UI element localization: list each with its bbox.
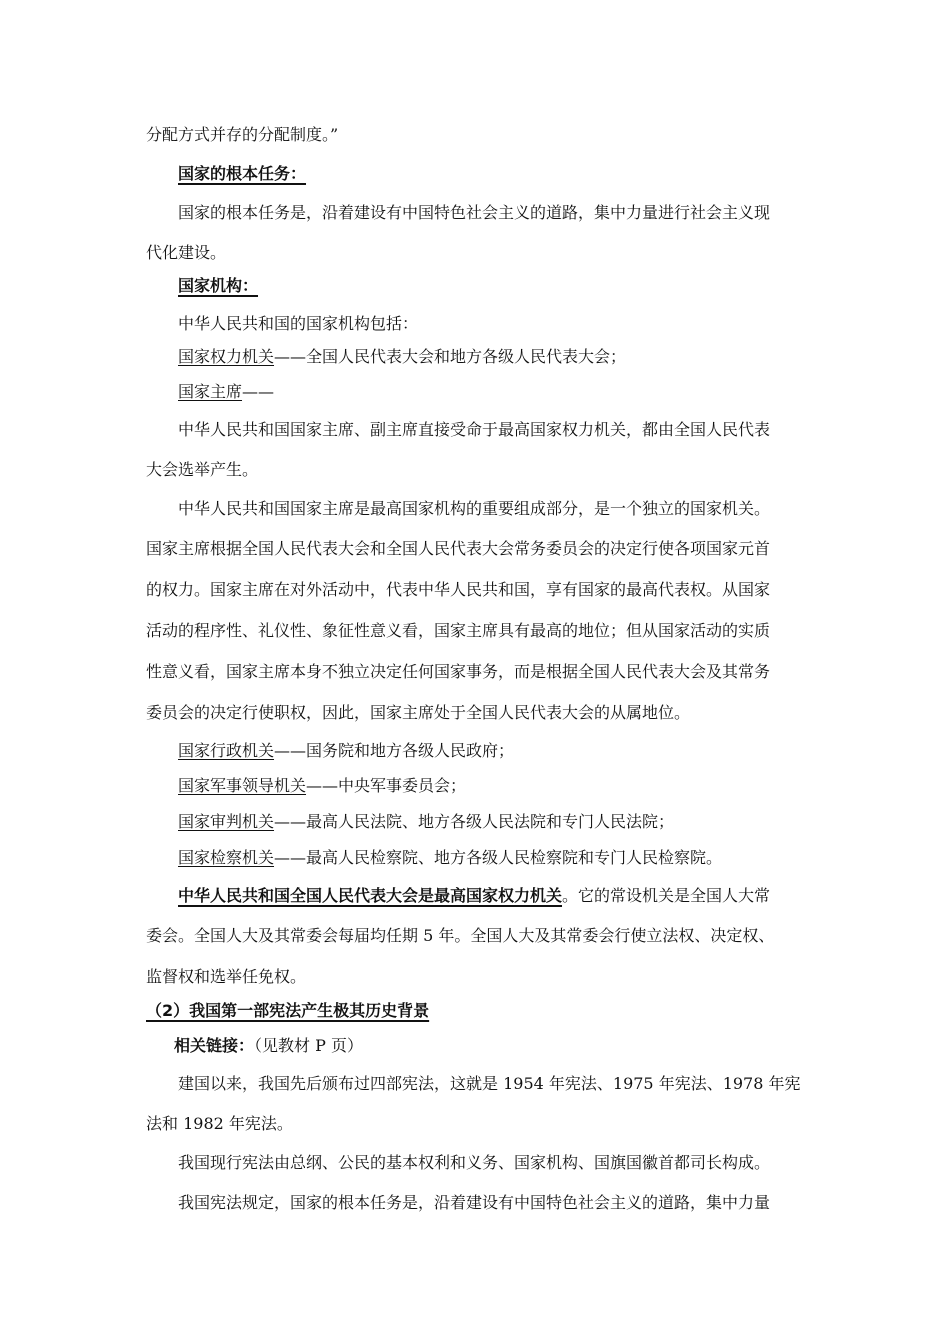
text-line: 中华人民共和国国家主席是最高国家机构的重要组成部分，是一个独立的国家机关。: [178, 499, 771, 518]
text-line: 国家的根本任务是，沿着建设有中国特色社会主义的道路，集中力量进行社会主义现: [178, 203, 771, 222]
text-line: 建国以来，我国先后颁布过四部宪法，这就是 1954 年宪法、1975 年宪法、1978 年宪: [178, 1074, 801, 1093]
text-line: 监督权和选举任免权。: [146, 967, 307, 986]
related-link-ref: （见教材 P 页）: [254, 1036, 363, 1055]
emphasis-text: 中华人民共和国全国人民代表大会是最高国家权力机关: [178, 886, 563, 905]
related-link-label: 相关链接：: [174, 1036, 255, 1055]
related-link-line: [174, 1036, 363, 1056]
organ-description: ——最高人民法院、地方各级人民法院和专门人民法院；: [274, 812, 675, 831]
organ-item: [178, 812, 674, 832]
text-span: 。它的常设机关是全国人大常: [562, 886, 771, 905]
organ-description: ——国务院和地方各级人民政府；: [274, 741, 515, 760]
section-heading: 国家的根本任务：: [178, 164, 307, 183]
text-line: 的权力。国家主席在对外活动中，代表中华人民共和国，享有国家的最高代表权。从国家: [146, 580, 771, 599]
organ-term: 国家军事领导机关: [178, 776, 307, 795]
organ-item: [178, 741, 514, 761]
organ-description: ——: [242, 382, 275, 401]
text-line: 大会选举产生。: [146, 460, 259, 479]
text-line: 代化建设。: [146, 243, 227, 262]
organ-item: [178, 776, 466, 796]
section-heading: 国家机构：: [178, 276, 259, 295]
text-line: 性意义看，国家主席本身不独立决定任何国家事务，而是根据全国人民代表大会及其常务: [146, 662, 771, 681]
organ-description: ——中央军事委员会；: [306, 776, 467, 795]
text-line: 法和 1982 年宪法。: [146, 1114, 293, 1133]
organ-term: 国家检察机关: [178, 848, 275, 867]
text-line: 分配方式并存的分配制度。”: [146, 125, 339, 144]
text-line: 我国宪法规定，国家的根本任务是，沿着建设有中国特色社会主义的道路，集中力量: [178, 1193, 771, 1212]
organ-description: ——最高人民检察院、地方各级人民检察院和专门人民检察院。: [274, 848, 723, 867]
organ-description: ——全国人民代表大会和地方各级人民代表大会；: [274, 347, 627, 366]
text-line: 委会。全国人大及其常委会每届均任期 5 年。全国人大及其常委会行使立法权、决定权、: [146, 926, 775, 945]
organ-item: [178, 382, 274, 402]
text-line: 活动的程序性、礼仪性、象征性意义看，国家主席具有最高的地位；但从国家活动的实质: [146, 621, 771, 640]
text-line: 我国现行宪法由总纲、公民的基本权利和义务、国家机构、国旗国徽首都司长构成。: [178, 1153, 771, 1172]
text-line: 中华人民共和国的国家机构包括：: [178, 314, 419, 333]
organ-term: 国家主席: [178, 382, 243, 401]
organ-item: [178, 347, 626, 367]
text-line: 委员会的决定行使职权，因此，国家主席处于全国人民代表大会的从属地位。: [146, 703, 691, 722]
section-heading: （2）我国第一部宪法产生极其历史背景: [146, 1001, 430, 1020]
text-line: 中华人民共和国国家主席、副主席直接受命于最高国家权力机关，都由全国人民代表: [178, 420, 771, 439]
text-line: [178, 886, 770, 906]
text-line: 国家主席根据全国人民代表大会和全国人民代表大会常务委员会的决定行使各项国家元首: [146, 539, 771, 558]
organ-term: 国家审判机关: [178, 812, 275, 831]
organ-term: 国家行政机关: [178, 741, 275, 760]
organ-term: 国家权力机关: [178, 347, 275, 366]
organ-item: [178, 848, 722, 868]
